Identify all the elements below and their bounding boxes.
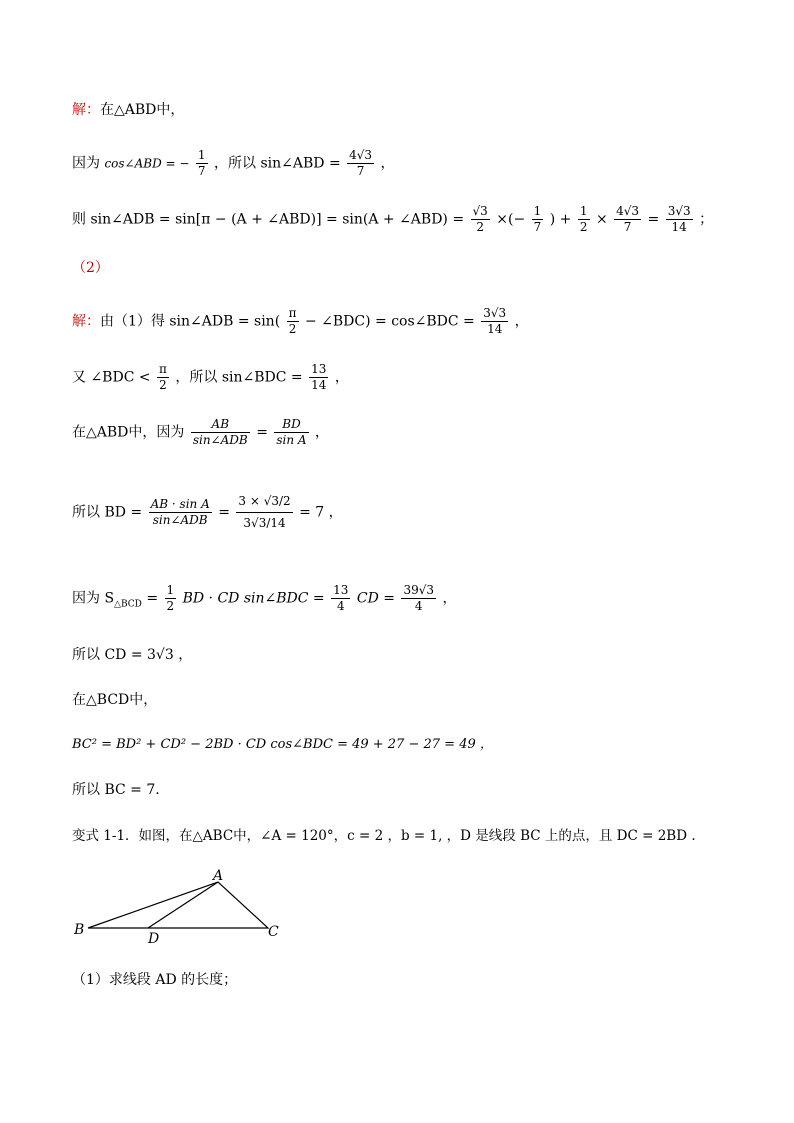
denominator: sin∠ADB [192,433,248,447]
subscript: △BCD [114,599,142,610]
denominator: 4 [336,599,345,613]
solution-line-11: 在△BCD中， [72,692,158,708]
formula: ×(− [496,211,526,228]
line-text: ； [699,211,714,228]
vertex-label-b: B [74,922,85,938]
line-text: ， [315,424,330,441]
numerator: √3 [472,204,488,218]
numerator: 3√3 [483,306,507,320]
denominator: 2 [476,220,484,234]
solution-line-6 [72,362,349,393]
variant-problem: 变式 1-1．如图，在△ABC中，∠A = 120°，c = 2 ，b = 1, ，D 是线段 BC 上的点，且 DC = 2BD . [72,828,696,844]
denominator: sin A [276,433,307,447]
fraction [157,362,169,393]
line-text: ， [442,590,457,607]
fraction [191,417,250,448]
fraction [165,583,177,614]
denominator: 2 [159,378,167,392]
line-text: ，所以 sin∠ABD = [214,155,341,172]
fraction [532,204,544,235]
line-text: ， [514,313,529,330]
fraction [614,204,641,235]
numerator: π [288,306,297,320]
solution-line-2 [72,148,395,179]
denominator: sin∠ADB [152,513,208,527]
fraction [149,497,212,528]
numerator: 13 [333,583,349,597]
formula: 所以 BD = [72,504,143,521]
formula: = [146,590,159,607]
line-text: 在△ABD中， [100,102,185,118]
numerator: 1 [533,204,542,218]
solution-line-3 [72,204,713,235]
formula: CD = [356,590,395,607]
fraction [401,583,436,614]
formula: ，所以 sin∠BDC = [175,369,303,386]
numerator: 1 [197,148,206,162]
numerator: 4√3 [349,148,373,162]
question-part-1: （1）求线段 AD 的长度； [72,972,238,988]
solution-label: 解： [72,102,100,118]
line-text: 因为 [72,155,100,172]
denominator: 7 [623,220,632,234]
formula: 由（1）得 sin∠ADB = sin( [100,313,281,330]
fraction [331,583,350,614]
solution-line-5 [72,306,529,337]
denominator: 4 [414,599,423,613]
solution-line-7 [72,417,329,448]
numerator: 13 [311,362,327,376]
fraction [309,362,328,393]
denominator: 7 [356,164,365,178]
solution-line-10: 所以 CD = 3√3 ， [72,647,193,663]
denominator: 7 [197,164,206,178]
numerator: 4√3 [616,204,640,218]
line-text: ， [334,369,349,386]
triangle-figure [70,866,290,946]
formula: − ∠BDC) = cos∠BDC = [304,313,475,330]
vertex-label-a: A [213,868,224,884]
line-text: 在△ABD中，因为 [72,424,185,441]
denominator: 2 [288,322,297,336]
numerator: 1 [579,204,588,218]
solution-line-8 [72,494,343,531]
denominator: 2 [166,599,175,613]
segment-ad [148,882,218,928]
formula: = [218,504,230,521]
fraction [578,204,590,235]
numerator: 3 × √3/2 [236,494,292,513]
line-text: ， [380,155,395,172]
formula: ) + [549,211,572,228]
numerator: BD [274,417,308,433]
denominator: 14 [311,378,327,392]
formula: = [647,211,660,228]
fraction [287,306,299,337]
numerator: 39√3 [403,583,434,597]
compound-fraction [236,494,292,531]
fraction [274,417,308,448]
denominator: 3√3/14 [243,516,286,530]
formula: cos∠ABD = − [104,156,190,171]
numerator: AB · sin A [150,497,210,511]
formula: 因为 S [72,590,115,607]
numerator: π [159,362,167,376]
numerator: 3√3 [667,204,691,218]
solution-line-1 [72,100,184,120]
part-2-heading: （2） [72,260,109,276]
formula: = 7 ， [299,504,343,521]
point-label-d: D [148,931,160,946]
formula: × [595,211,608,228]
solution-label: 解： [72,313,100,330]
formula: 又 ∠BDC < [72,369,151,386]
fraction [347,148,374,179]
solution-line-13: 所以 BC = 7. [72,782,160,798]
fraction [471,204,490,235]
formula: = [256,424,268,441]
fraction [666,204,693,235]
denominator: 2 [579,220,588,234]
formula: BD · CD sin∠BDC = [182,590,325,607]
denominator: 7 [533,220,542,234]
numerator: AB [191,417,250,433]
denominator: 14 [487,322,503,336]
vertex-label-c: C [268,924,279,940]
triangle-abc [88,882,268,928]
formula: 则 sin∠ADB = sin[π − (A + ∠ABD)] = sin(A + ∠ABD) = [72,211,465,228]
numerator: 1 [166,583,175,597]
denominator: 14 [671,220,687,234]
solution-line-12: BC² = BD² + CD² − 2BD · CD cos∠BDC = 49 + 27 − 27 = 49 ， [72,737,493,752]
fraction [481,306,508,337]
fraction [196,148,208,179]
solution-line-9 [72,583,456,615]
